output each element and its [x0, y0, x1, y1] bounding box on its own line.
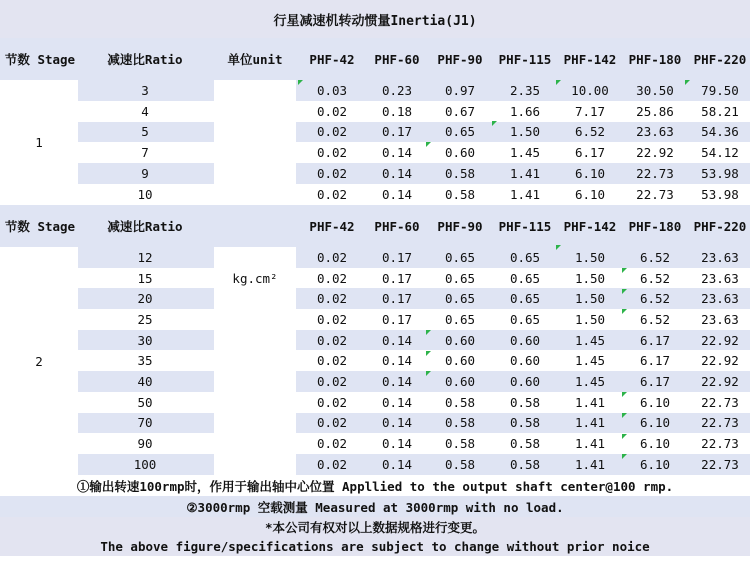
value-cell: 0.02 [316, 145, 348, 161]
value-cell: 58.21 [701, 103, 739, 119]
value-cell: 6.10 [639, 456, 671, 472]
value-cell: 6.10 [639, 394, 671, 410]
value-cell: 30.50 [636, 82, 674, 98]
ratio-cell: 40 [137, 374, 153, 390]
value-cell: 0.58 [444, 456, 476, 472]
cell-flag-icon [622, 268, 627, 273]
value-cell: 22.73 [701, 436, 739, 452]
value-cell: 6.52 [639, 249, 671, 265]
ratio-header: 减速比Ratio [107, 219, 183, 234]
value-cell: 0.65 [444, 124, 476, 140]
value-cell: 0.58 [444, 186, 476, 202]
value-cell: 22.73 [636, 166, 674, 182]
table-row [0, 351, 750, 372]
table-row [0, 80, 750, 101]
value-cell: 22.92 [701, 332, 739, 348]
model-header-phf-220: PHF-220 [693, 218, 747, 234]
ratio-header: 减速比Ratio [107, 52, 183, 67]
value-cell: 0.02 [316, 249, 348, 265]
ratio-cell: 90 [137, 436, 153, 452]
model-header-phf-142: PHF-142 [563, 51, 617, 67]
value-cell: 1.41 [509, 186, 541, 202]
value-cell: 22.92 [636, 145, 674, 161]
unit-header: 单位unit [227, 52, 283, 67]
value-cell: 0.23 [381, 82, 413, 98]
value-cell: 22.73 [701, 456, 739, 472]
value-cell: 25.86 [636, 103, 674, 119]
value-cell: 0.14 [381, 353, 413, 369]
model-header-phf-115: PHF-115 [498, 218, 552, 234]
value-cell: 0.65 [444, 270, 476, 286]
cell-flag-icon [492, 121, 497, 126]
value-cell: 0.17 [381, 249, 413, 265]
value-cell: 0.60 [444, 374, 476, 390]
value-cell: 1.50 [574, 270, 606, 286]
value-cell: 1.41 [574, 456, 606, 472]
value-cell: 54.36 [701, 124, 739, 140]
value-cell: 6.10 [574, 186, 606, 202]
cell-flag-icon [556, 80, 561, 85]
value-cell: 0.02 [316, 436, 348, 452]
cell-flag-icon [622, 289, 627, 294]
value-cell: 0.17 [381, 124, 413, 140]
cell-flag-icon [426, 371, 431, 376]
ratio-cell: 12 [137, 249, 153, 265]
table-row [0, 163, 750, 184]
stage-label: 2 [35, 353, 43, 369]
value-cell: 79.50 [701, 82, 739, 98]
value-cell: 0.60 [509, 374, 541, 390]
value-cell: 22.73 [701, 394, 739, 410]
value-cell: 0.02 [316, 332, 348, 348]
value-cell: 0.02 [316, 415, 348, 431]
ratio-cell: 35 [137, 353, 153, 369]
stage-header: 节数 Stage [4, 219, 76, 234]
cell-flag-icon [622, 434, 627, 439]
value-cell: 53.98 [701, 186, 739, 202]
value-cell: 54.12 [701, 145, 739, 161]
table-row [0, 330, 750, 351]
value-cell: 6.17 [639, 353, 671, 369]
ratio-cell: 20 [137, 291, 153, 307]
model-header-phf-90: PHF-90 [437, 218, 483, 234]
cell-flag-icon [426, 351, 431, 356]
table-title: 行星减速机转动惯量Inertia(J1) [0, 0, 750, 38]
header-row [0, 205, 750, 247]
cell-flag-icon [298, 80, 303, 85]
value-cell: 0.17 [381, 311, 413, 327]
value-cell: 0.60 [444, 145, 476, 161]
value-cell: 1.41 [574, 394, 606, 410]
value-cell: 0.02 [316, 456, 348, 472]
ratio-cell: 100 [133, 456, 157, 472]
unit-value: kg.cm² [232, 270, 278, 286]
model-header-phf-60: PHF-60 [374, 218, 420, 234]
model-header-phf-42: PHF-42 [309, 51, 355, 67]
value-cell: 0.58 [444, 436, 476, 452]
table-row [0, 309, 750, 330]
value-cell: 23.63 [701, 311, 739, 327]
value-cell: 1.50 [574, 311, 606, 327]
value-cell: 0.14 [381, 394, 413, 410]
value-cell: 6.10 [574, 166, 606, 182]
value-cell: 0.14 [381, 332, 413, 348]
value-cell: 0.03 [316, 82, 348, 98]
model-header-phf-142: PHF-142 [563, 218, 617, 234]
value-cell: 0.65 [509, 291, 541, 307]
value-cell: 0.02 [316, 124, 348, 140]
value-cell: 6.52 [574, 124, 606, 140]
value-cell: 0.02 [316, 186, 348, 202]
stage-header: 节数 Stage [4, 52, 76, 67]
value-cell: 6.17 [574, 145, 606, 161]
value-cell: 6.10 [639, 415, 671, 431]
value-cell: 0.02 [316, 353, 348, 369]
value-cell: 1.45 [509, 145, 541, 161]
table-row [0, 122, 750, 143]
value-cell: 0.18 [381, 103, 413, 119]
value-cell: 6.52 [639, 311, 671, 327]
table-row [0, 247, 750, 268]
value-cell: 6.17 [639, 374, 671, 390]
table-row [0, 413, 750, 434]
table-row [0, 101, 750, 122]
value-cell: 0.60 [444, 332, 476, 348]
value-cell: 0.65 [444, 249, 476, 265]
value-cell: 1.45 [574, 332, 606, 348]
model-header-phf-60: PHF-60 [374, 51, 420, 67]
value-cell: 0.14 [381, 415, 413, 431]
value-cell: 0.02 [316, 291, 348, 307]
model-header-phf-180: PHF-180 [628, 51, 682, 67]
value-cell: 0.02 [316, 394, 348, 410]
value-cell: 0.14 [381, 456, 413, 472]
value-cell: 23.63 [701, 249, 739, 265]
value-cell: 0.02 [316, 166, 348, 182]
ratio-cell: 7 [141, 145, 149, 161]
model-header-phf-180: PHF-180 [628, 218, 682, 234]
cell-flag-icon [685, 80, 690, 85]
value-cell: 0.14 [381, 145, 413, 161]
table-row [0, 371, 750, 392]
value-cell: 7.17 [574, 103, 606, 119]
value-cell: 0.02 [316, 374, 348, 390]
value-cell: 0.14 [381, 166, 413, 182]
value-cell: 6.52 [639, 291, 671, 307]
ratio-cell: 3 [141, 82, 149, 98]
value-cell: 0.65 [509, 270, 541, 286]
cell-flag-icon [426, 330, 431, 335]
value-cell: 23.63 [701, 291, 739, 307]
cell-flag-icon [622, 392, 627, 397]
model-header-phf-220: PHF-220 [693, 51, 747, 67]
table-row [0, 268, 750, 289]
cell-flag-icon [622, 309, 627, 314]
value-cell: 0.14 [381, 374, 413, 390]
value-cell: 1.50 [509, 124, 541, 140]
value-cell: 0.67 [444, 103, 476, 119]
value-cell: 0.58 [509, 415, 541, 431]
value-cell: 1.41 [574, 436, 606, 452]
cell-flag-icon [556, 245, 561, 250]
ratio-cell: 30 [137, 332, 153, 348]
value-cell: 0.58 [509, 436, 541, 452]
table-row [0, 454, 750, 475]
value-cell: 0.58 [444, 394, 476, 410]
value-cell: 0.17 [381, 291, 413, 307]
value-cell: 6.52 [639, 270, 671, 286]
value-cell: 0.02 [316, 103, 348, 119]
ratio-cell: 70 [137, 415, 153, 431]
value-cell: 22.92 [701, 353, 739, 369]
ratio-cell: 25 [137, 311, 153, 327]
table-row [0, 392, 750, 413]
ratio-cell: 50 [137, 394, 153, 410]
value-cell: 23.63 [636, 124, 674, 140]
value-cell: 0.60 [444, 353, 476, 369]
value-cell: 0.65 [509, 311, 541, 327]
value-cell: 1.41 [574, 415, 606, 431]
ratio-cell: 10 [137, 186, 153, 202]
value-cell: 6.17 [639, 332, 671, 348]
cell-flag-icon [426, 142, 431, 147]
value-cell: 22.92 [701, 374, 739, 390]
value-cell: 1.66 [509, 103, 541, 119]
value-cell: 1.50 [574, 291, 606, 307]
model-header-phf-90: PHF-90 [437, 51, 483, 67]
value-cell: 0.14 [381, 186, 413, 202]
footnote: ②3000rmp 空载测量 Measured at 3000rmp with no load. [0, 496, 750, 517]
value-cell: 23.63 [701, 270, 739, 286]
ratio-cell: 5 [141, 124, 149, 140]
ratio-cell: 4 [141, 103, 149, 119]
stage-label: 1 [35, 135, 43, 150]
value-cell: 2.35 [509, 82, 541, 98]
value-cell: 0.65 [444, 291, 476, 307]
value-cell: 6.10 [639, 436, 671, 452]
value-cell: 1.45 [574, 374, 606, 390]
cell-flag-icon [622, 454, 627, 459]
value-cell: 1.45 [574, 353, 606, 369]
model-header-phf-42: PHF-42 [309, 218, 355, 234]
value-cell: 1.50 [574, 249, 606, 265]
footnote: *本公司有权对以上数据规格进行变更。 [0, 517, 750, 536]
value-cell: 0.65 [509, 249, 541, 265]
header-row [0, 38, 750, 80]
value-cell: 0.58 [509, 456, 541, 472]
value-cell: 53.98 [701, 166, 739, 182]
footnote: The above figure/specifications are subject to change without prior noice [0, 536, 750, 556]
value-cell: 22.73 [701, 415, 739, 431]
footnote: ①输出转速100rmp时，作用于输出轴中心位置 Appllied to the output shaft center@100 rmp. [76, 478, 674, 494]
ratio-cell: 9 [141, 166, 149, 182]
model-header-phf-115: PHF-115 [498, 51, 552, 67]
value-cell: 0.58 [509, 394, 541, 410]
cell-flag-icon [622, 413, 627, 418]
value-cell: 22.73 [636, 186, 674, 202]
table-row [0, 433, 750, 454]
value-cell: 10.00 [571, 82, 609, 98]
value-cell: 0.02 [316, 311, 348, 327]
value-cell: 0.17 [381, 270, 413, 286]
table-row [0, 184, 750, 205]
value-cell: 1.41 [509, 166, 541, 182]
value-cell: 0.58 [444, 415, 476, 431]
value-cell: 0.65 [444, 311, 476, 327]
value-cell: 0.14 [381, 436, 413, 452]
table-row [0, 288, 750, 309]
value-cell: 0.60 [509, 332, 541, 348]
value-cell: 0.02 [316, 270, 348, 286]
value-cell: 0.60 [509, 353, 541, 369]
table-row [0, 142, 750, 163]
ratio-cell: 15 [137, 270, 153, 286]
value-cell: 0.97 [444, 82, 476, 98]
value-cell: 0.58 [444, 166, 476, 182]
